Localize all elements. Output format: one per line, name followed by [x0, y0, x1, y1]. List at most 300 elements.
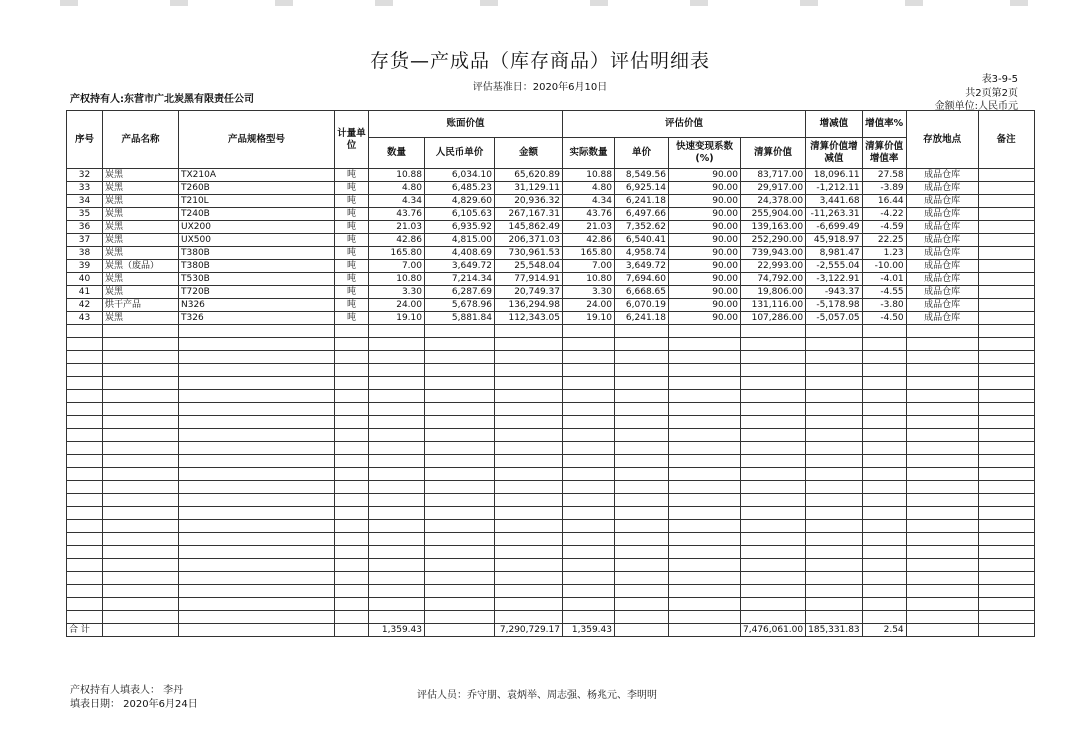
cell-amount: 65,620.89 [495, 169, 563, 182]
empty-cell [563, 338, 615, 351]
empty-cell [741, 585, 806, 598]
table-row [67, 507, 1035, 520]
empty-cell [563, 572, 615, 585]
cell-unit: 吨 [335, 260, 369, 273]
cell-actual-qty: 21.03 [563, 221, 615, 234]
empty-cell [669, 585, 741, 598]
empty-cell [495, 442, 563, 455]
empty-cell [369, 559, 425, 572]
empty-cell [335, 481, 369, 494]
cell-factor: 90.00 [669, 221, 741, 234]
empty-cell [906, 377, 978, 390]
empty-cell [862, 377, 906, 390]
table-row [67, 182, 1035, 195]
empty-cell [495, 585, 563, 598]
empty-cell [425, 325, 495, 338]
empty-cell [67, 481, 103, 494]
cell-liq-value: 131,116.00 [741, 299, 806, 312]
empty-cell [335, 403, 369, 416]
cell-seq: 42 [67, 299, 103, 312]
empty-cell [615, 481, 669, 494]
empty-cell [806, 507, 863, 520]
empty-cell [103, 390, 179, 403]
empty-cell [67, 442, 103, 455]
empty-cell [179, 507, 335, 520]
empty-cell [615, 533, 669, 546]
empty-cell [335, 468, 369, 481]
header-eval-value: 评估价值 [563, 111, 806, 138]
empty-cell [179, 585, 335, 598]
empty-cell [906, 559, 978, 572]
cell-liq-value: 29,917.00 [741, 182, 806, 195]
empty-cell [862, 468, 906, 481]
empty-cell [369, 520, 425, 533]
empty-cell [563, 325, 615, 338]
empty-cell [495, 338, 563, 351]
empty-cell [978, 468, 1034, 481]
cell-factor: 90.00 [669, 195, 741, 208]
fill-date: 填表日期： 2020年6月24日 [70, 699, 198, 710]
cell-liq-rate: 16.44 [862, 195, 906, 208]
filler-name: 产权持有人填表人： 李丹 [70, 685, 184, 696]
empty-cell [335, 455, 369, 468]
cell-factor: 90.00 [669, 299, 741, 312]
empty-cell [978, 169, 1034, 182]
empty-cell [495, 481, 563, 494]
cell-seq: 41 [67, 286, 103, 299]
cell-name: 炭黑 [103, 182, 179, 195]
empty-cell [563, 351, 615, 364]
table-row [67, 377, 1035, 390]
empty-cell [179, 481, 335, 494]
empty-cell [615, 507, 669, 520]
table-row [67, 403, 1035, 416]
empty-cell [906, 507, 978, 520]
empty-cell [103, 325, 179, 338]
cell-unit: 吨 [335, 169, 369, 182]
cell-location: 成品仓库 [906, 221, 978, 234]
table-row [67, 325, 1035, 338]
empty-cell [335, 520, 369, 533]
empty-cell [862, 598, 906, 611]
empty-cell [862, 455, 906, 468]
empty-cell [179, 351, 335, 364]
empty-cell [862, 494, 906, 507]
empty-cell [67, 390, 103, 403]
empty-cell [103, 442, 179, 455]
empty-cell [425, 533, 495, 546]
empty-cell [978, 221, 1034, 234]
table-row [67, 598, 1035, 611]
empty-cell [615, 611, 669, 624]
empty-cell [67, 533, 103, 546]
table-row [67, 611, 1035, 624]
empty-cell [741, 416, 806, 429]
empty-cell [369, 598, 425, 611]
empty-cell [806, 416, 863, 429]
cell-actual-qty: 10.88 [563, 169, 615, 182]
table-row [67, 559, 1035, 572]
empty-cell [67, 364, 103, 377]
total-row [67, 624, 1035, 637]
cell-location: 成品仓库 [906, 286, 978, 299]
cell-actual-qty: 3.30 [563, 286, 615, 299]
empty-cell [369, 416, 425, 429]
empty-cell [978, 377, 1034, 390]
empty-cell [669, 520, 741, 533]
cell-liq-change: 3,441.68 [806, 195, 863, 208]
cell-price: 3,649.72 [615, 260, 669, 273]
cell-qty: 165.80 [369, 247, 425, 260]
cell-unit: 吨 [335, 273, 369, 286]
table-row [67, 234, 1035, 247]
cell-name: 炭黑 [103, 312, 179, 325]
empty-cell [669, 572, 741, 585]
empty-cell [862, 533, 906, 546]
empty-cell [179, 377, 335, 390]
cell-qty: 7.00 [369, 260, 425, 273]
empty-cell [978, 390, 1034, 403]
cell-qty: 43.76 [369, 208, 425, 221]
header-rmb-price: 人民币单价 [425, 138, 495, 169]
empty-cell [741, 338, 806, 351]
empty-cell [669, 364, 741, 377]
empty-cell [425, 572, 495, 585]
empty-cell [369, 403, 425, 416]
cell-seq: 43 [67, 312, 103, 325]
cell-rmb-price: 6,287.69 [425, 286, 495, 299]
empty-cell [563, 598, 615, 611]
empty-cell [806, 598, 863, 611]
empty-cell [103, 520, 179, 533]
empty-cell [369, 377, 425, 390]
cell-spec: T380B [179, 247, 335, 260]
cell-unit: 吨 [335, 182, 369, 195]
empty-cell [669, 455, 741, 468]
empty-cell [669, 611, 741, 624]
table-body [67, 169, 1035, 624]
cell-price: 4,958.74 [615, 247, 669, 260]
cell-actual-qty: 42.86 [563, 234, 615, 247]
empty-cell [425, 416, 495, 429]
cell-liq-rate: -4.01 [862, 273, 906, 286]
empty-cell [906, 572, 978, 585]
cell-liq-rate: -4.22 [862, 208, 906, 221]
empty-cell [425, 585, 495, 598]
empty-cell [862, 572, 906, 585]
empty-cell [741, 546, 806, 559]
empty-cell [67, 338, 103, 351]
header-rate: 增值率% [862, 111, 906, 138]
cell-qty: 21.03 [369, 221, 425, 234]
cell-price: 7,352.62 [615, 221, 669, 234]
empty-cell [615, 585, 669, 598]
empty-cell [179, 546, 335, 559]
empty-cell [563, 390, 615, 403]
empty-cell [425, 520, 495, 533]
empty-cell [179, 494, 335, 507]
cell-factor: 90.00 [669, 234, 741, 247]
total-label: 合 计 [67, 624, 103, 637]
cell-liq-change: 18,096.11 [806, 169, 863, 182]
empty-cell [179, 598, 335, 611]
empty-cell [806, 481, 863, 494]
empty-cell [615, 494, 669, 507]
empty-cell [669, 507, 741, 520]
empty-cell [179, 325, 335, 338]
cell-unit: 吨 [335, 247, 369, 260]
cell-liq-rate: -4.50 [862, 312, 906, 325]
table-row [67, 247, 1035, 260]
cell-liq-change: -3,122.91 [806, 273, 863, 286]
empty-cell [862, 364, 906, 377]
cell-unit: 吨 [335, 221, 369, 234]
table-row [67, 273, 1035, 286]
empty-cell [615, 338, 669, 351]
empty-cell [495, 455, 563, 468]
cell-price: 6,668.65 [615, 286, 669, 299]
empty-cell [563, 546, 615, 559]
cell-amount: 25,548.04 [495, 260, 563, 273]
cell-actual-qty: 7.00 [563, 260, 615, 273]
empty-cell [495, 598, 563, 611]
scan-edge-marks [0, 0, 1080, 8]
cell-liq-change: -5,057.05 [806, 312, 863, 325]
cell-liq-rate: 27.58 [862, 169, 906, 182]
empty-cell [862, 416, 906, 429]
empty-cell [615, 429, 669, 442]
empty-cell [103, 533, 179, 546]
empty-cell [563, 429, 615, 442]
header-actual-qty: 实际数量 [563, 138, 615, 169]
empty-cell [906, 325, 978, 338]
empty-cell [978, 494, 1034, 507]
page-title: 存货—产成品（库存商品）评估明细表 [369, 50, 710, 72]
table-row [67, 572, 1035, 585]
cell-location: 成品仓库 [906, 195, 978, 208]
table-row [67, 533, 1035, 546]
cell-liq-change: -1,212.11 [806, 182, 863, 195]
empty-cell [978, 585, 1034, 598]
cell-spec: T530B [179, 273, 335, 286]
empty-cell [179, 390, 335, 403]
cell-qty: 10.88 [369, 169, 425, 182]
empty-cell [741, 403, 806, 416]
empty-cell [369, 611, 425, 624]
empty-cell [563, 559, 615, 572]
empty-cell [806, 338, 863, 351]
empty-cell [67, 546, 103, 559]
cell-seq: 34 [67, 195, 103, 208]
empty-cell [906, 585, 978, 598]
empty-cell [862, 429, 906, 442]
empty-cell [563, 520, 615, 533]
cell-amount: 136,294.98 [495, 299, 563, 312]
cell-actual-qty: 19.10 [563, 312, 615, 325]
empty-cell [563, 364, 615, 377]
cell-price: 8,549.56 [615, 169, 669, 182]
cell-location: 成品仓库 [906, 260, 978, 273]
cell-amount: 20,749.37 [495, 286, 563, 299]
empty-cell [425, 351, 495, 364]
empty-cell [978, 312, 1034, 325]
table-row [67, 455, 1035, 468]
empty-cell [425, 598, 495, 611]
empty-cell [978, 273, 1034, 286]
empty-cell [335, 598, 369, 611]
empty-cell [495, 325, 563, 338]
cell-location: 成品仓库 [906, 247, 978, 260]
cell-rmb-price: 6,034.10 [425, 169, 495, 182]
empty-cell [563, 494, 615, 507]
empty-cell [806, 442, 863, 455]
empty-cell [741, 520, 806, 533]
table-row [67, 585, 1035, 598]
cell-amount: 145,862.49 [495, 221, 563, 234]
empty-cell [179, 468, 335, 481]
empty-cell [615, 416, 669, 429]
cell-unit: 吨 [335, 312, 369, 325]
cell-price: 6,925.14 [615, 182, 669, 195]
empty-cell [741, 442, 806, 455]
empty-cell [806, 364, 863, 377]
cell-price: 6,241.18 [615, 195, 669, 208]
table-row [67, 338, 1035, 351]
empty-cell [906, 481, 978, 494]
empty-cell [103, 416, 179, 429]
cell-spec: T380B [179, 260, 335, 273]
empty-cell [978, 611, 1034, 624]
empty-cell [495, 520, 563, 533]
empty-cell [615, 390, 669, 403]
cell-location: 成品仓库 [906, 234, 978, 247]
cell-name: 炭黑 [103, 247, 179, 260]
empty-cell [425, 364, 495, 377]
empty-cell [978, 299, 1034, 312]
empty-cell [978, 559, 1034, 572]
empty-cell [563, 416, 615, 429]
empty-cell [103, 546, 179, 559]
empty-cell [978, 247, 1034, 260]
empty-cell [978, 260, 1034, 273]
cell-price: 6,070.19 [615, 299, 669, 312]
empty-cell [978, 520, 1034, 533]
cell-rmb-price: 5,881.84 [425, 312, 495, 325]
table-row [67, 208, 1035, 221]
cell-liq-rate: -10.00 [862, 260, 906, 273]
cell-name: 炭黑 [103, 221, 179, 234]
empty-cell [369, 429, 425, 442]
cell-price: 6,497.66 [615, 208, 669, 221]
empty-cell [806, 325, 863, 338]
empty-cell [495, 559, 563, 572]
table-row [67, 416, 1035, 429]
empty-cell [906, 416, 978, 429]
cell-amount: 206,371.03 [495, 234, 563, 247]
cell-spec: T210L [179, 195, 335, 208]
cell-location: 成品仓库 [906, 312, 978, 325]
empty-cell [906, 468, 978, 481]
empty-cell [67, 468, 103, 481]
empty-cell [335, 416, 369, 429]
empty-cell [563, 533, 615, 546]
empty-cell [978, 442, 1034, 455]
cell-rmb-price: 6,485.23 [425, 182, 495, 195]
cell-spec: T260B [179, 182, 335, 195]
empty-cell [806, 572, 863, 585]
header-change: 增减值 [806, 111, 863, 138]
empty-cell [615, 546, 669, 559]
empty-cell [906, 598, 978, 611]
empty-cell [495, 377, 563, 390]
empty-cell [67, 351, 103, 364]
empty-cell [335, 507, 369, 520]
empty-cell [906, 546, 978, 559]
empty-cell [669, 546, 741, 559]
empty-cell [978, 507, 1034, 520]
empty-cell [103, 455, 179, 468]
empty-cell [563, 585, 615, 598]
empty-cell [369, 572, 425, 585]
empty-cell [425, 429, 495, 442]
empty-cell [335, 559, 369, 572]
cell-factor: 90.00 [669, 208, 741, 221]
empty-cell [369, 442, 425, 455]
cell-seq: 33 [67, 182, 103, 195]
empty-cell [906, 520, 978, 533]
header-location: 存放地点 [906, 111, 978, 169]
cell-spec: T326 [179, 312, 335, 325]
cell-spec: UX200 [179, 221, 335, 234]
cell-amount: 730,961.53 [495, 247, 563, 260]
empty-cell [425, 377, 495, 390]
currency-unit: 金额单位:人民币元 [934, 101, 1018, 112]
empty-cell [806, 390, 863, 403]
empty-cell [495, 611, 563, 624]
empty-cell [335, 533, 369, 546]
empty-cell [335, 442, 369, 455]
empty-cell [806, 468, 863, 481]
empty-cell [103, 403, 179, 416]
empty-cell [179, 533, 335, 546]
empty-cell [741, 507, 806, 520]
empty-cell [425, 442, 495, 455]
header-amount: 金额 [495, 138, 563, 169]
page-count: 共2页第2页 [965, 88, 1018, 99]
header-liq-value: 清算价值 [741, 138, 806, 169]
empty-cell [806, 377, 863, 390]
empty-cell [978, 546, 1034, 559]
cell-liq-change: -2,555.04 [806, 260, 863, 273]
cell-location: 成品仓库 [906, 169, 978, 182]
empty-cell [978, 234, 1034, 247]
empty-cell [103, 494, 179, 507]
empty-cell [103, 351, 179, 364]
empty-cell [67, 585, 103, 598]
empty-cell [369, 533, 425, 546]
cell-rmb-price: 4,408.69 [425, 247, 495, 260]
table-number: 表3-9-5 [981, 74, 1018, 85]
header-factor: 快速变现系数(%) [669, 138, 741, 169]
total-liq-change: 185,331.83 [806, 624, 863, 637]
cell-name: 炭黑 [103, 169, 179, 182]
table-row [67, 312, 1035, 325]
empty-cell [495, 507, 563, 520]
cell-amount: 20,936.32 [495, 195, 563, 208]
table-row [67, 494, 1035, 507]
empty-cell [369, 481, 425, 494]
empty-cell [103, 468, 179, 481]
